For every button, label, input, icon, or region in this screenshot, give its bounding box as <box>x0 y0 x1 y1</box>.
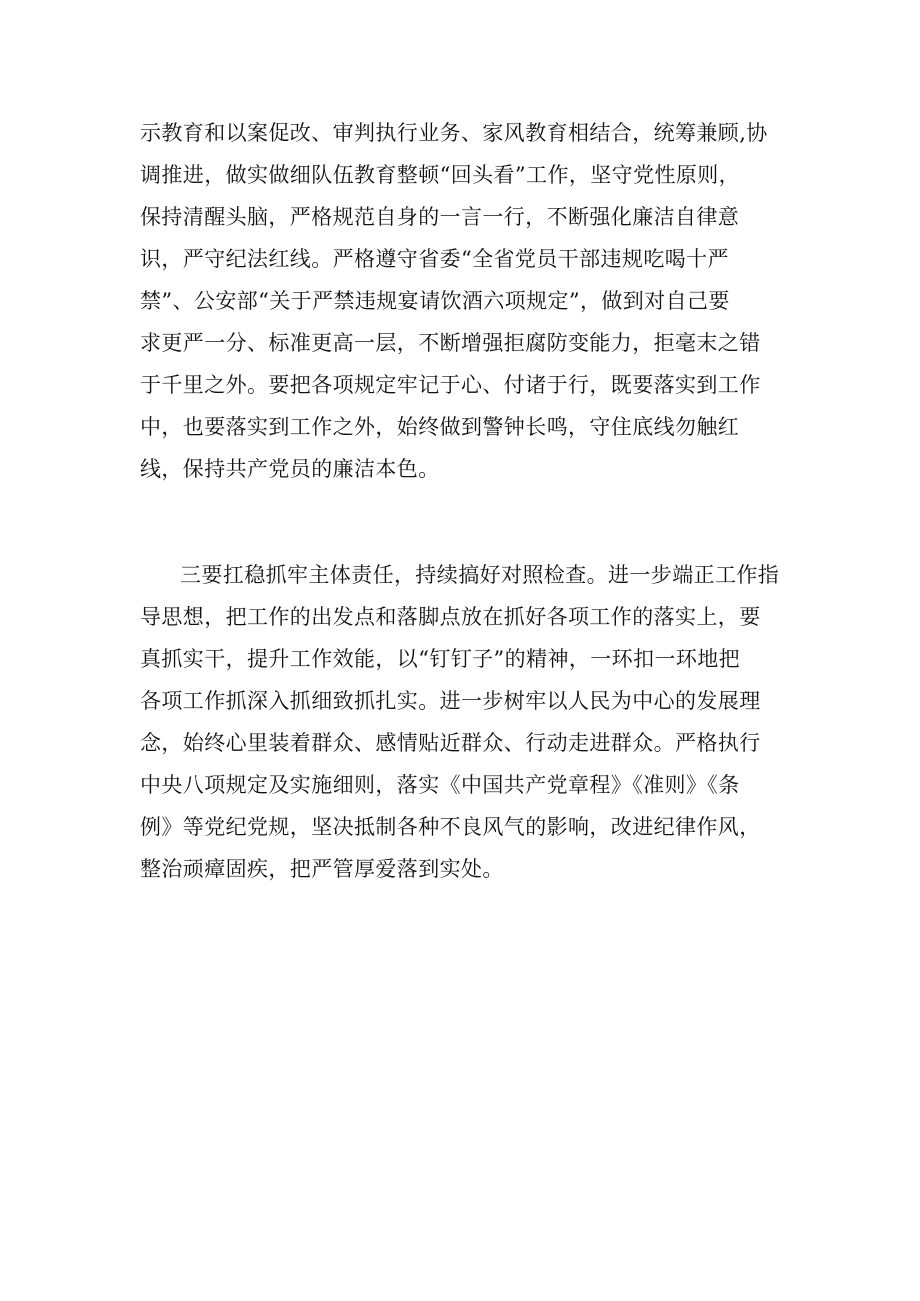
paragraph-line: 念，始终心里装着群众、感情贴近群众、行动走进群众。严格执行 <box>140 731 761 755</box>
paragraph-line: 三要扛稳抓牢主体责任，持续搞好对照检查。进一步端正工作指 <box>180 563 780 587</box>
paragraph-line: 线，保持共产党员的廉洁本色。 <box>140 457 440 481</box>
paragraph-line: 识，严守纪法红线。严格遵守省委“全省党员干部违规吃喝十严 <box>140 247 729 271</box>
paragraph-line: 调推进，做实做细队伍教育整顿“回头看”工作，坚守党性原则， <box>140 163 741 187</box>
paragraph-line: 保持清醒头脑，严格规范自身的一言一行，不断强化廉洁自律意 <box>140 205 740 229</box>
paragraph-line: 于千里之外。要把各项规定牢记于心、付诸于行，既要落实到工作 <box>140 373 761 397</box>
paragraph-line: 各项工作抓深入抓细致抓扎实。进一步树牢以人民为中心的发展理 <box>140 689 761 713</box>
paragraph-continuation <box>140 112 790 490</box>
paragraph-line: 中，也要落实到工作之外，始终做到警钟长鸣，守住底线勿触红 <box>140 415 740 439</box>
paragraph-line: 真抓实干，提升工作效能，以“钉钉子”的精神，一环扣一环地把 <box>140 647 741 671</box>
paragraph-line: 导思想，把工作的出发点和落脚点放在抓好各项工作的落实上，要 <box>140 605 761 629</box>
paragraph-line: 禁”、公安部“关于严禁违规宴请饮酒六项规定”，做到对自己要 <box>140 289 730 313</box>
paragraph-line: 中央八项规定及实施细则，落实《中国共产党章程》《准则》《条 <box>140 773 740 797</box>
paragraph-line: 求更严一分、标准更高一层，不断增强拒腐防变能力，拒毫末之错 <box>140 331 761 355</box>
paragraph-line: 例》等党纪党规，坚决抵制各种不良风气的影响，改进纪律作风， <box>140 815 761 839</box>
paragraph-third-requirement <box>140 554 790 890</box>
paragraph-line: 整治顽瘴固疾，把严管厚爱落到实处。 <box>140 857 504 881</box>
paragraph-line: 示教育和以案促改、审判执行业务、家风教育相结合，统筹兼顾,协 <box>140 121 768 145</box>
